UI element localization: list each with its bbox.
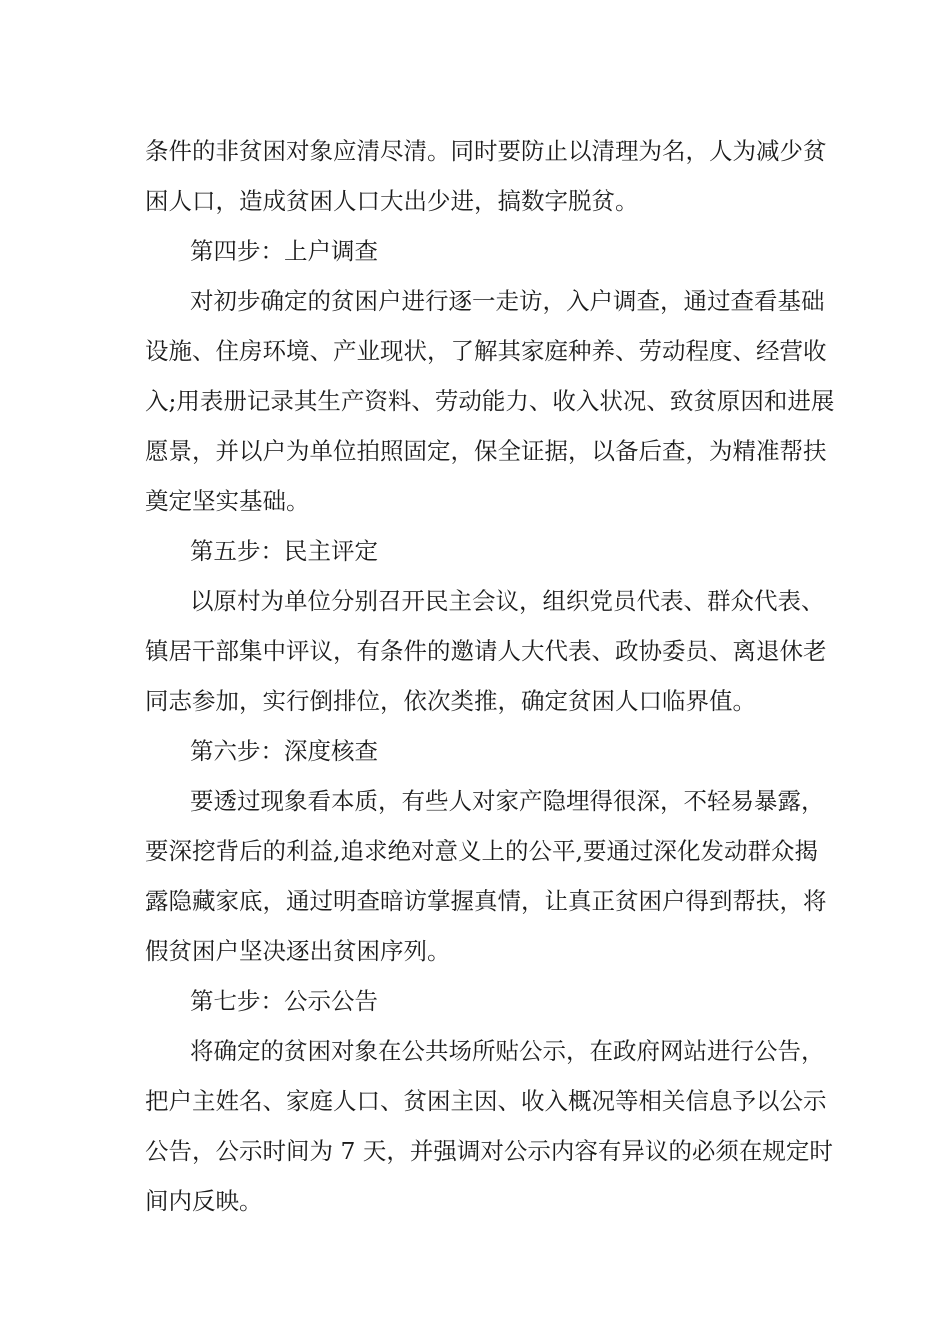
text-line: 以原村为单位分别召开民主会议，组织党员代表、群众代表、: [190, 587, 825, 615]
text-line: 同志参加，实行倒排位，依次类推，确定贫困人口临界值。: [145, 687, 756, 715]
text-line: 愿景，并以户为单位拍照固定，保全证据，以备后查，为精准帮扶: [145, 437, 827, 465]
text-line: 对初步确定的贫困户进行逐一走访，入户调查，通过查看基础: [190, 287, 825, 315]
text-line: 公告，公示时间为 7 天，并强调对公示内容有异议的必须在规定时: [145, 1137, 833, 1165]
section-heading: 第四步：上户调查: [190, 237, 378, 265]
text-line: 假贫困户坚决逐出贫困序列。: [145, 937, 451, 965]
section-heading: 第七步：公示公告: [190, 987, 378, 1015]
text-line: 将确定的贫困对象在公共场所贴公示，在政府网站进行公告，: [190, 1037, 825, 1065]
text-line: 间内反映。: [145, 1187, 263, 1215]
text-line: 要透过现象看本质，有些人对家产隐埋得很深，不轻易暴露，: [190, 787, 825, 815]
section-heading: 第六步：深度核查: [190, 737, 378, 765]
text-line: 奠定坚实基础。: [145, 487, 310, 515]
text-line: 入;用表册记录其生产资料、劳动能力、收入状况、致贫原因和进展: [145, 387, 835, 415]
text-line: 困人口，造成贫困人口大出少进，搞数字脱贫。: [145, 187, 639, 215]
text-line: 条件的非贫困对象应清尽清。同时要防止以清理为名，人为减少贫: [145, 137, 827, 165]
text-line: 设施、住房环境、产业现状，了解其家庭种养、劳动程度、经营收: [145, 337, 827, 365]
section-heading: 第五步：民主评定: [190, 537, 378, 565]
text-line: 要深挖背后的利益,追求绝对意义上的公平,要通过深化发动群众揭: [145, 837, 818, 865]
text-line: 镇居干部集中评议，有条件的邀请人大代表、政协委员、离退休老: [145, 637, 827, 665]
text-line: 露隐藏家底，通过明查暗访掌握真情，让真正贫困户得到帮扶，将: [145, 887, 827, 915]
text-line: 把户主姓名、家庭人口、贫困主因、收入概况等相关信息予以公示: [145, 1087, 827, 1115]
